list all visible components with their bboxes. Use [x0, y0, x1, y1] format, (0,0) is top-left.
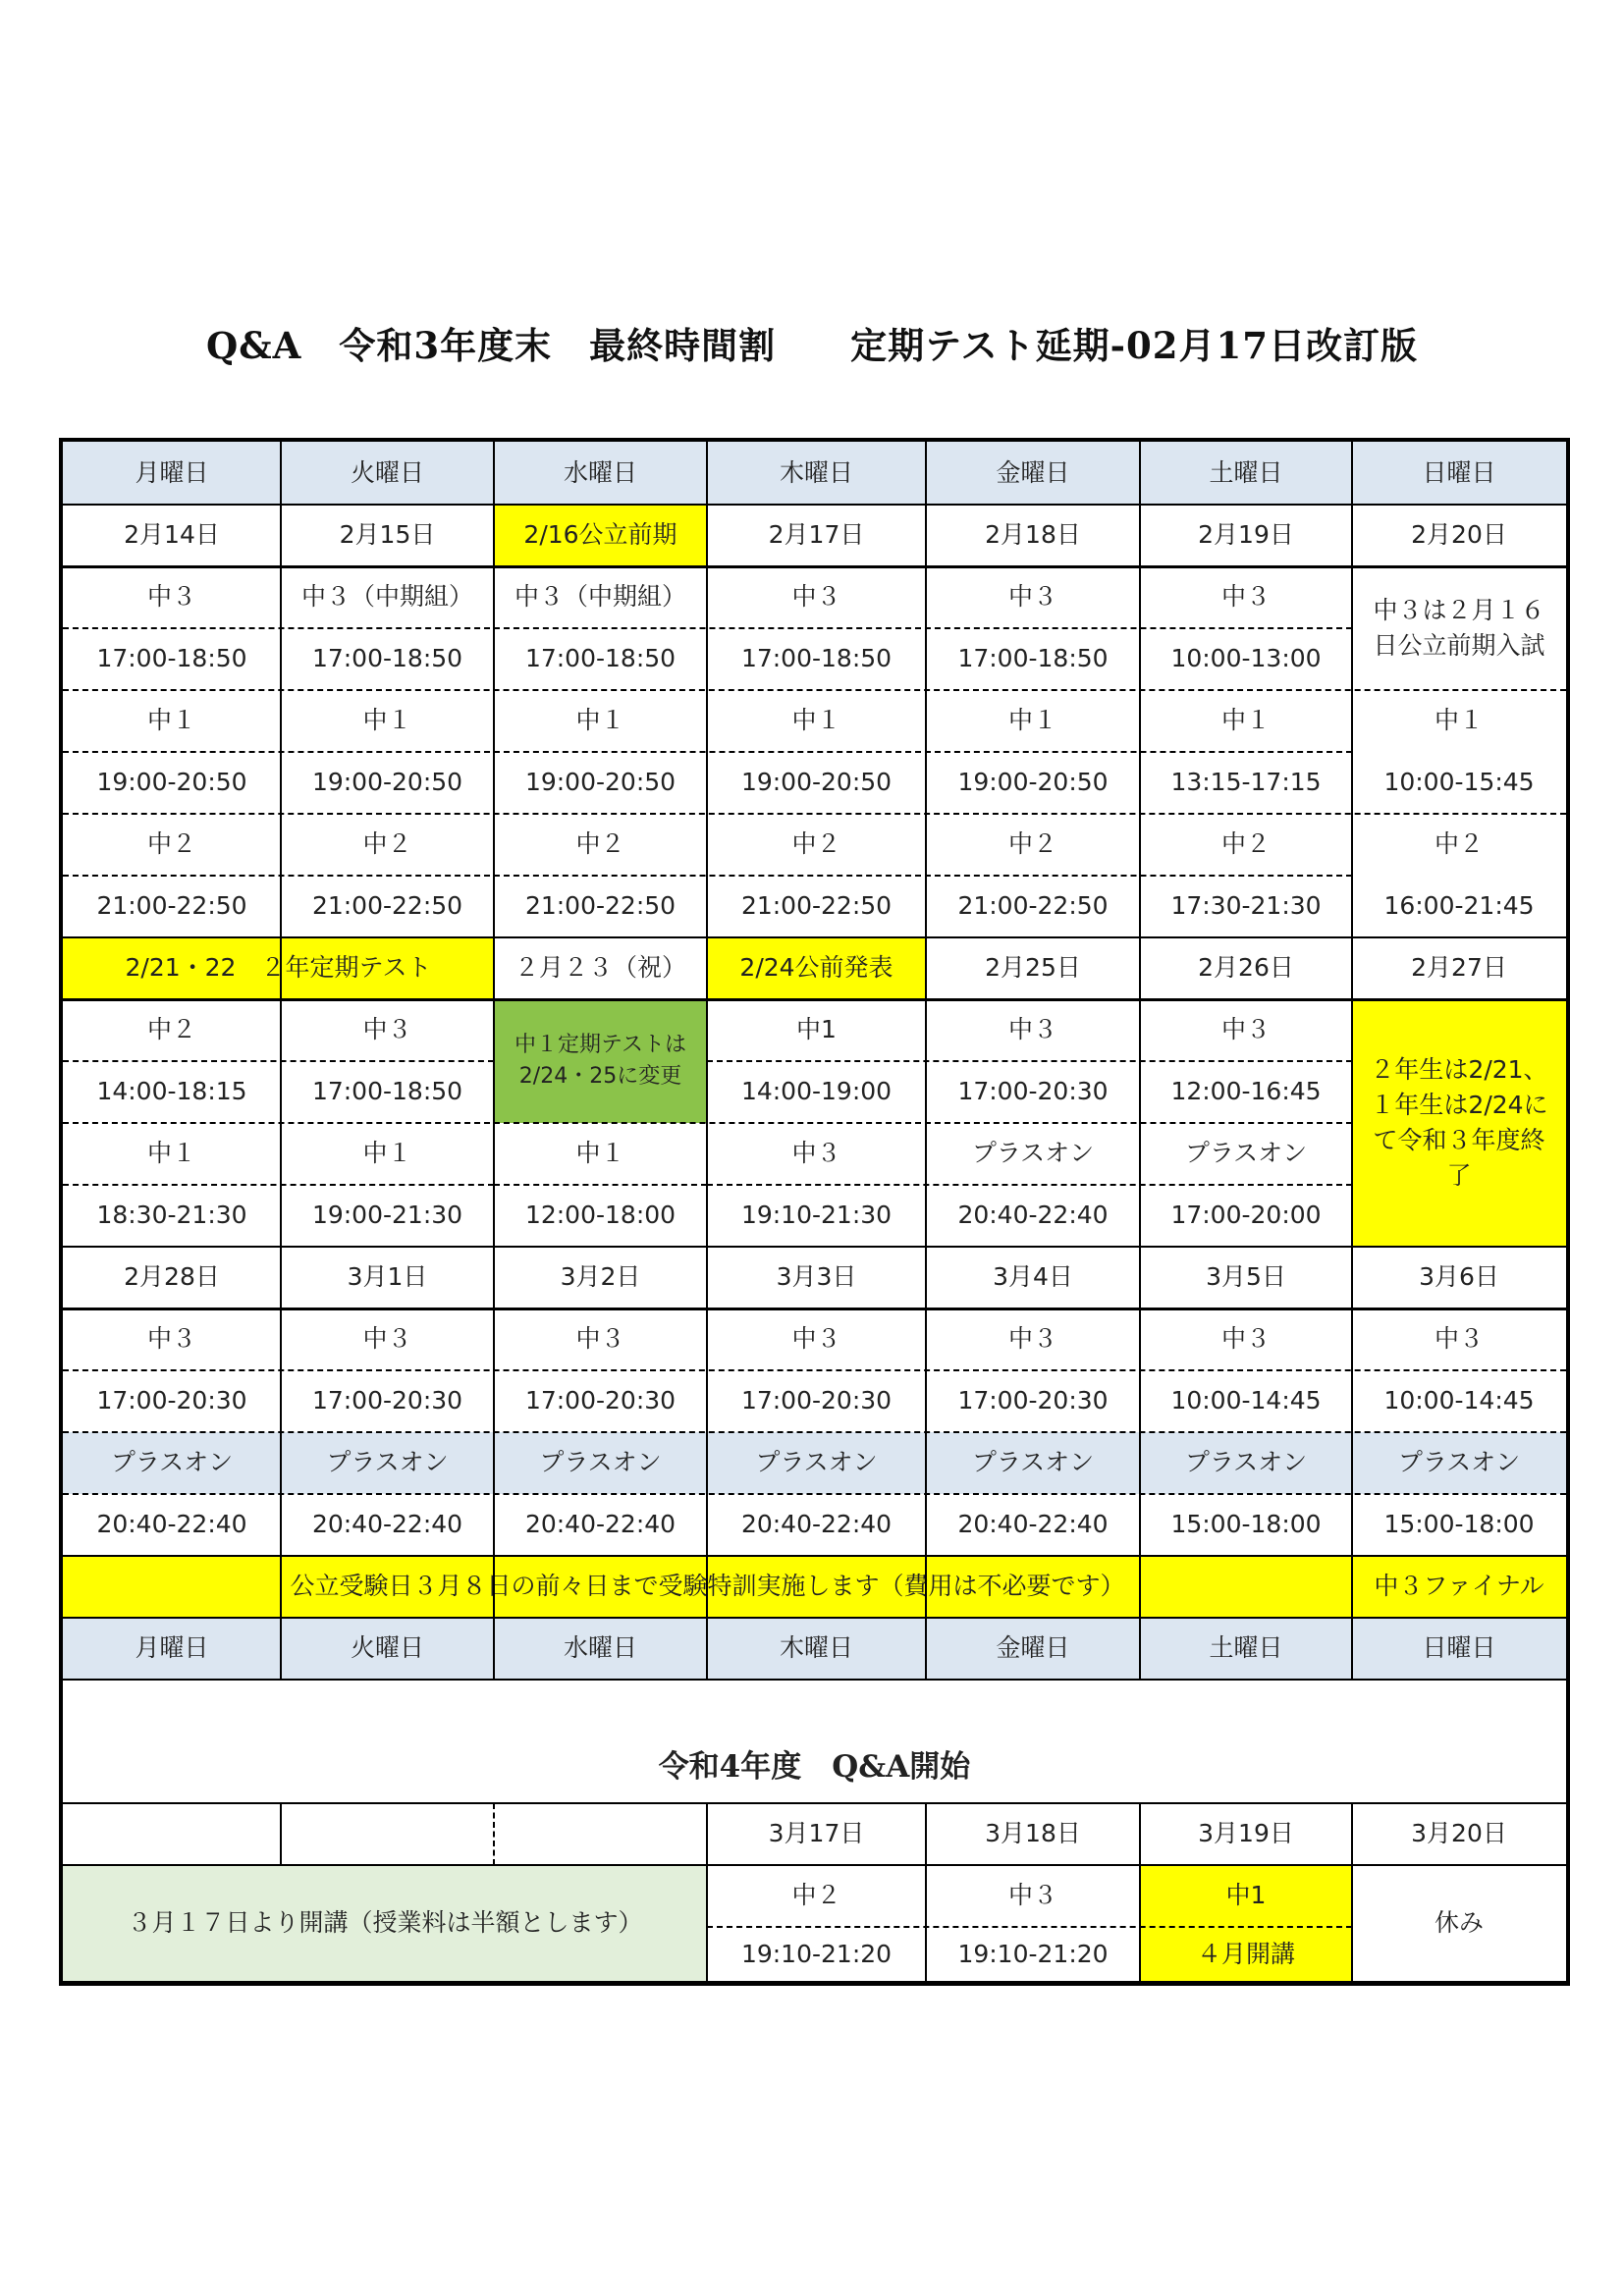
grid-line [925, 1803, 927, 1982]
time-slot: 17:30-21:30 [1170, 891, 1322, 921]
class-label: 中１ [575, 1139, 625, 1168]
date-cell: 2月19日 [1198, 520, 1294, 550]
class-label: 中２ [1220, 829, 1271, 859]
time-slot: 15:00-18:00 [1170, 1510, 1322, 1539]
class-label: 中３ [146, 1324, 196, 1354]
day-header: 木曜日 [707, 1618, 926, 1680]
time-slot: 12:00-18:00 [524, 1201, 677, 1230]
class-label: 中１ [146, 706, 196, 735]
time-slot: 19:10-21:30 [740, 1201, 893, 1230]
time-slot: 15:00-18:00 [1383, 1510, 1535, 1539]
time-slot: 14:00-18:15 [96, 1077, 247, 1106]
time-slot: 19:00-21:30 [311, 1201, 463, 1230]
time-slot: 16:00-21:45 [1383, 891, 1535, 921]
grid-line [63, 1369, 1566, 1371]
class-label: 中３ [362, 1015, 412, 1044]
grid-line [63, 689, 1566, 691]
grid-line [280, 1247, 282, 1680]
new-year-heading: 令和4年度 Q&A開始 [658, 1749, 971, 1786]
grid-line [706, 442, 708, 937]
class-label: プラスオン [755, 1448, 878, 1477]
grid-line [63, 504, 1566, 506]
class-label: 中２ [791, 1881, 841, 1910]
grid-line [63, 1493, 1566, 1495]
time-slot: 19:10-21:20 [957, 1939, 1109, 1968]
day-header: 日曜日 [1352, 1618, 1566, 1680]
time-slot: 19:10-21:20 [740, 1939, 893, 1968]
class-label: 中３ [1220, 582, 1271, 612]
grid-line [63, 1308, 1566, 1310]
time-slot: 21:00-22:50 [96, 891, 247, 921]
class-label: 中３ [791, 1139, 841, 1168]
day-header: 月曜日 [63, 1618, 281, 1680]
grid-line [494, 1184, 707, 1186]
day-header: 土曜日 [1140, 1618, 1352, 1680]
class-label: 中２ [362, 829, 412, 859]
class-label: 中３ [1220, 1324, 1271, 1354]
class-label: 中1 [796, 1015, 837, 1044]
day-header: 金曜日 [926, 1618, 1140, 1680]
grid-line [1139, 1803, 1141, 1982]
grid-line [1139, 937, 1141, 1247]
class-label: 中２ [146, 829, 196, 859]
time-slot: 19:00-20:50 [957, 768, 1109, 797]
time-slot: 17:00-18:50 [740, 644, 893, 673]
class-label: 中３ [1007, 1015, 1057, 1044]
time-slot: 12:00-16:45 [1170, 1077, 1322, 1106]
class-label: 中２ [1434, 829, 1484, 859]
grid-line [493, 442, 495, 937]
class-label: プラスオン [1184, 1139, 1308, 1168]
time-slot: 19:00-20:50 [96, 768, 247, 797]
date-cell: 3月18日 [985, 1819, 1081, 1848]
sunday-note: 中３は２月１６日公立前期入試 [1373, 595, 1545, 660]
date-cell: 2月28日 [124, 1262, 220, 1292]
class-label: 中1 [1140, 1865, 1352, 1927]
class-label: 中３ [575, 1324, 625, 1354]
class-label: 中２ [1007, 829, 1057, 859]
grid-line [63, 565, 1566, 568]
class-label: 中１ [362, 1139, 412, 1168]
time-slot: 19:00-20:50 [524, 768, 677, 797]
date-cell: 2月17日 [768, 520, 865, 550]
date-cell: 3月1日 [347, 1262, 428, 1292]
class-label: プラスオン [110, 1448, 234, 1477]
grid-line [925, 937, 927, 1247]
grid-line [925, 442, 927, 937]
date-cell: 3月3日 [776, 1262, 857, 1292]
day-header: 日曜日 [1422, 457, 1496, 487]
grid-line [707, 1926, 1352, 1928]
time-slot: 17:00-20:30 [740, 1386, 893, 1415]
date-cell: 2月20日 [1411, 520, 1507, 550]
grid-line [493, 1247, 495, 1680]
grid-line [707, 1060, 1352, 1062]
class-label: 中１ [1220, 706, 1271, 735]
time-slot: 17:00-20:30 [957, 1077, 1109, 1106]
grid-line [493, 1803, 495, 1865]
day-header: 木曜日 [779, 457, 853, 487]
class-label: 中１ [1434, 706, 1484, 735]
time-slot: 19:00-20:50 [740, 768, 893, 797]
exam-banner: 公立受験日３月８日の前々日まで受験特訓実施します（費用は不必要です） [63, 1556, 1352, 1618]
grid-line [63, 1246, 1566, 1248]
grid-line [706, 937, 708, 1247]
time-slot: 17:00-20:00 [1170, 1201, 1322, 1230]
grid-line [63, 936, 1566, 938]
grid-line [706, 1803, 708, 1982]
class-label: 中１ [362, 706, 412, 735]
timetable [59, 438, 1570, 1986]
class-label: 中２ [146, 1015, 196, 1044]
page-title: Q&A 令和3年度末 最終時間割 定期テスト延期-02月17日改訂版 [206, 324, 1418, 367]
time-slot: 17:00-18:50 [311, 1077, 463, 1106]
date-cell: 2月25日 [985, 953, 1081, 983]
grid-line [63, 813, 1566, 815]
class-label: 中２ [791, 829, 841, 859]
time-slot: 21:00-22:50 [740, 891, 893, 921]
start-notice: ３月１７日より開講（授業料は半額とします） [63, 1865, 707, 1982]
grid-line [1139, 1247, 1141, 1680]
test-banner: 2/21・22 ２年定期テスト [63, 937, 494, 999]
grid-line [1351, 1247, 1353, 1680]
time-slot: 17:00-20:30 [311, 1386, 463, 1415]
date-cell: 2月27日 [1411, 953, 1507, 983]
time-slot: 19:00-20:50 [311, 768, 463, 797]
time-slot: 17:00-18:50 [96, 644, 247, 673]
grid-line [1351, 937, 1353, 1247]
class-label: 中３（中期組） [300, 582, 473, 612]
grid-line [63, 1802, 1566, 1804]
class-label: 中３ [1007, 1881, 1057, 1910]
time-slot: 10:00-14:45 [1383, 1386, 1535, 1415]
grid-line [707, 1184, 1352, 1186]
grid-line [63, 1981, 1566, 1983]
grid-line [63, 1679, 1566, 1681]
date-cell: 2/24公前発表 [707, 937, 926, 999]
sunday-note-2: ２年生は2/21、１年生は2/24にて令和３年度終了 [1352, 999, 1566, 1247]
date-cell: 3月6日 [1419, 1262, 1499, 1292]
time-slot: 20:40-22:40 [524, 1510, 677, 1539]
time-slot: 21:00-22:50 [524, 891, 677, 921]
grid-line [1351, 1803, 1353, 1982]
class-label: 中３ [1220, 1015, 1271, 1044]
time-slot: 17:00-20:30 [524, 1386, 677, 1415]
date-cell: 2月14日 [124, 520, 220, 550]
date-cell: 2月18日 [985, 520, 1081, 550]
time-slot: 21:00-22:50 [957, 891, 1109, 921]
time-slot: 20:40-22:40 [311, 1510, 463, 1539]
grid-line [280, 937, 282, 1247]
class-label: 中３ [362, 1324, 412, 1354]
day-header: 水曜日 [494, 1618, 707, 1680]
time-slot: ４月開講 [1140, 1927, 1352, 1982]
class-label: 中１ [791, 706, 841, 735]
time-slot: 20:40-22:40 [740, 1510, 893, 1539]
date-cell: 3月5日 [1206, 1262, 1286, 1292]
date-cell: 2/16公立前期 [494, 505, 707, 566]
class-label: 中１ [575, 706, 625, 735]
grid-line [63, 1617, 1566, 1619]
date-cell: 2月26日 [1198, 953, 1294, 983]
day-header: 水曜日 [563, 457, 637, 487]
grid-line [925, 1247, 927, 1680]
date-cell: 3月20日 [1411, 1819, 1507, 1848]
date-cell: 3月2日 [560, 1262, 641, 1292]
final-label: 中３ファイナル [1352, 1556, 1566, 1618]
class-label: プラスオン [971, 1448, 1095, 1477]
holiday-cell: 休み [1434, 1908, 1484, 1938]
day-header: 土曜日 [1209, 457, 1283, 487]
grid-line [63, 998, 1566, 1001]
date-cell: 2月15日 [339, 520, 436, 550]
class-label: 中３ [1434, 1324, 1484, 1354]
grid-line [706, 1247, 708, 1680]
class-label: 中３ [1007, 582, 1057, 612]
date-cell: 3月19日 [1198, 1819, 1294, 1848]
grid-line [63, 1184, 494, 1186]
grid-line [493, 937, 495, 1247]
grid-line [63, 1431, 1566, 1433]
grid-line [1139, 442, 1141, 937]
time-slot: 17:00-20:30 [957, 1386, 1109, 1415]
date-cell: 3月4日 [993, 1262, 1073, 1292]
time-slot: 17:00-18:50 [524, 644, 677, 673]
time-slot: 13:15-17:15 [1170, 768, 1322, 797]
wednesday-note: 中１定期テストは2/24・25に変更 [494, 999, 707, 1123]
time-slot: 10:00-14:45 [1170, 1386, 1322, 1415]
class-label: プラスオン [539, 1448, 662, 1477]
time-slot: 20:40-22:40 [957, 1510, 1109, 1539]
class-label: プラスオン [1184, 1448, 1308, 1477]
day-header: 火曜日 [281, 1618, 494, 1680]
class-label: 中３ [1007, 1324, 1057, 1354]
class-label: 中２ [575, 829, 625, 859]
day-header: 月曜日 [135, 457, 209, 487]
day-header: 金曜日 [996, 457, 1070, 487]
date-cell: 3月17日 [768, 1819, 865, 1848]
class-label: 中３（中期組） [514, 582, 686, 612]
time-slot: 14:00-19:00 [740, 1077, 893, 1106]
time-slot: 17:00-18:50 [957, 644, 1109, 673]
time-slot: 20:40-22:40 [96, 1510, 247, 1539]
class-label: 中３ [791, 582, 841, 612]
grid-line [63, 1864, 1566, 1866]
grid-line [63, 1555, 1566, 1557]
time-slot: 17:00-18:50 [311, 644, 463, 673]
day-header: 火曜日 [350, 457, 424, 487]
time-slot: 17:00-20:30 [96, 1386, 247, 1415]
time-slot: 18:30-21:30 [96, 1201, 247, 1230]
class-label: 中１ [1007, 706, 1057, 735]
class-label: 中３ [146, 582, 196, 612]
date-cell: ２月２３（祝） [514, 953, 686, 983]
time-slot: 10:00-13:00 [1170, 644, 1322, 673]
class-label: 中３ [791, 1324, 841, 1354]
grid-line [1351, 442, 1353, 937]
class-label: プラスオン [971, 1139, 1095, 1168]
class-label: 中１ [146, 1139, 196, 1168]
time-slot: 20:40-22:40 [957, 1201, 1109, 1230]
grid-line [63, 1060, 494, 1062]
class-label: プラスオン [1397, 1448, 1521, 1477]
class-label: プラスオン [326, 1448, 449, 1477]
grid-line [280, 1803, 282, 1865]
time-slot: 10:00-15:45 [1383, 768, 1535, 797]
time-slot: 21:00-22:50 [311, 891, 463, 921]
grid-line [280, 442, 282, 937]
